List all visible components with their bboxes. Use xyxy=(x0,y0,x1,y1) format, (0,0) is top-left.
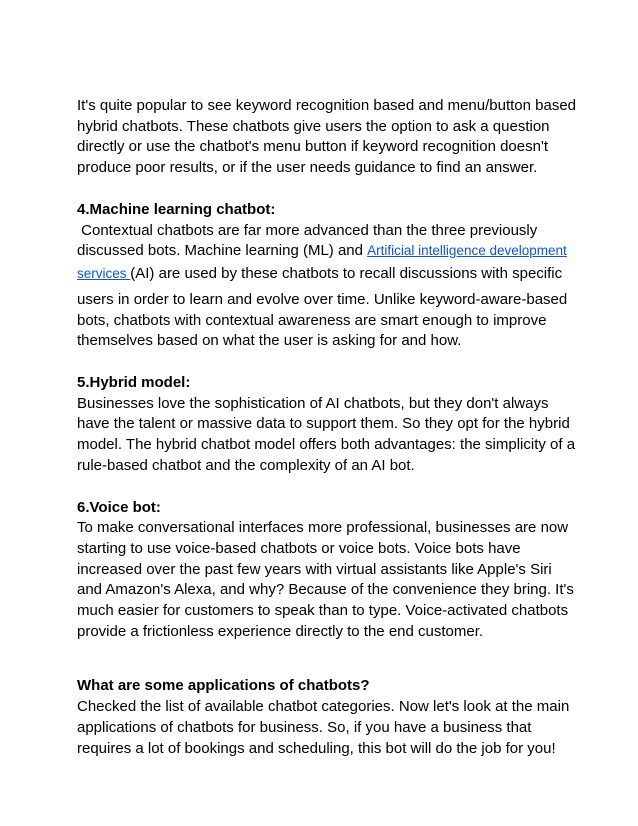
text-line: applications of chatbots for business. So, if you have a business that xyxy=(77,718,532,736)
text-line: hybrid chatbots. These chatbots give users the option to ask a question xyxy=(77,117,550,135)
text-line: have the talent or massive data to support them. So they opt for the hybrid xyxy=(77,415,570,433)
text-line: It's quite popular to see keyword recognition based and menu/button based xyxy=(77,97,577,114)
section-heading-voice: 6.Voice bot: xyxy=(77,498,161,516)
text-line: provide a frictionless experience directly to the end customer. xyxy=(77,622,484,640)
ml-section xyxy=(77,200,577,352)
applications-section xyxy=(77,676,577,759)
text-line: rule-based chatbot and the complexity of an AI bot. xyxy=(77,456,415,474)
ai-development-link[interactable]: Artificial intelligence development xyxy=(367,243,567,259)
text-line: Contextual chatbots are far more advanced than the three previously xyxy=(77,221,538,239)
text-line: model. The hybrid chatbot model offers both advantages: the simplicity of a xyxy=(77,436,576,454)
voice-section xyxy=(77,498,577,643)
text-line: starting to use voice-based chatbots or voice bots. Voice bots have xyxy=(77,539,521,557)
text-line: and Amazon's Alexa, and why? Because of the convenience they bring. It's xyxy=(77,581,574,599)
section-heading-hybrid: 5.Hybrid model: xyxy=(77,374,191,392)
text-span: (AI) are used by these chatbots to recall discussions with specific xyxy=(130,264,563,282)
text-line: Businesses love the sophistication of AI chatbots, but they don't always xyxy=(77,394,549,412)
text-line: themselves based on what the user is asking for and how. xyxy=(77,332,462,350)
text-line: increased over the past few years with virtual assistants like Apple's Siri xyxy=(77,560,552,578)
ai-development-link-continued[interactable]: services xyxy=(77,265,131,281)
hybrid-section xyxy=(77,373,577,477)
text-line: much easier for customers to speak than to type. Voice-activated chatbots xyxy=(77,602,569,620)
text-line: produce poor results, or if the user needs guidance to find an answer. xyxy=(77,159,538,177)
text-line: requires a lot of bookings and scheduling, this bot will do the job for you! xyxy=(77,739,556,757)
section-heading-applications: What are some applications of chatbots? xyxy=(77,677,370,695)
text-line: Checked the list of available chatbot categories. Now let's look at the main xyxy=(77,698,570,716)
text-line: bots, chatbots with contextual awareness are smart enough to improve xyxy=(77,311,547,329)
text-line xyxy=(77,262,577,290)
text-line xyxy=(77,241,577,262)
text-span: discussed bots. Machine learning (ML) and xyxy=(77,242,368,260)
text-line: To make conversational interfaces more professional, businesses are now xyxy=(77,519,569,537)
intro-paragraph xyxy=(77,96,577,179)
text-line: directly or use the chatbot's menu button if keyword recognition doesn't xyxy=(77,138,548,156)
document-page xyxy=(77,96,577,759)
section-heading-ml: 4.Machine learning chatbot: xyxy=(77,200,276,218)
text-line: users in order to learn and evolve over time. Unlike keyword-aware-based xyxy=(77,290,568,308)
